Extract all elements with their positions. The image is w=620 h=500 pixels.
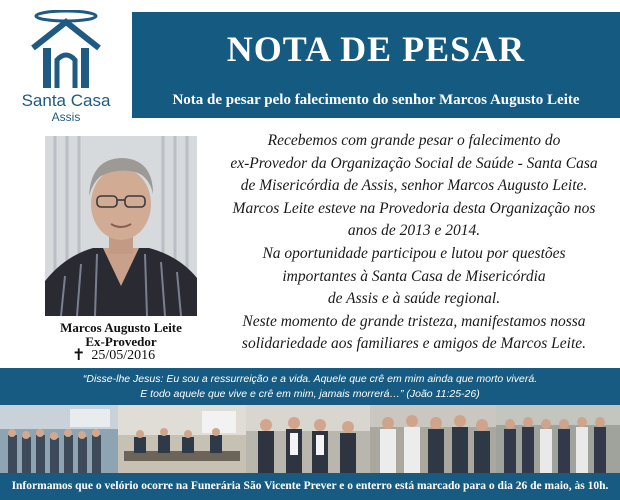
message-line: solidariedade aos familiares e amigos de Marcos Leite.	[241, 335, 587, 353]
event-photo	[118, 405, 246, 473]
latin-cross-icon: ✝	[72, 347, 86, 364]
page-subtitle: Nota de pesar pelo falecimento do senhor Marcos Augusto Leite	[172, 92, 580, 108]
event-photo	[496, 405, 620, 473]
portrait-photo	[45, 136, 197, 316]
event-photo	[246, 405, 370, 473]
condolence-message	[218, 130, 610, 356]
church-house-logo-icon	[27, 10, 105, 92]
quote-line-1: “Disse-lhe Jesus: Eu sou a ressurreição e a vida. Aquele que crê em mim ainda que morto viverá.	[82, 373, 538, 385]
message-line: de Misericórdia de Assis, senhor Marcos Augusto Leite.	[240, 177, 588, 195]
funeral-info: Informamos que o velório ocorre na Funerária São Vicente Prever e o enterro está marcado para o dia 26 de maio, às 10h.	[11, 480, 609, 492]
person-name: Marcos Augusto Leite	[60, 320, 182, 335]
event-photo	[370, 405, 496, 473]
person-date-row	[72, 347, 155, 365]
photo-strip	[0, 405, 620, 473]
page-title: NOTA DE PESAR	[226, 29, 526, 69]
event-photo	[0, 405, 118, 473]
header-band	[132, 12, 620, 118]
logo-name: Santa Casa	[21, 91, 111, 110]
message-line: Recebemos com grande pesar o falecimento do	[267, 132, 561, 149]
santa-casa-logo	[0, 0, 132, 130]
footer-band	[0, 473, 620, 500]
message-line: de Assis e à saúde regional.	[327, 290, 501, 308]
quote-line-2: E todo aquele que vive e crê em mim, jamais morrerá…” (João 11:25-26)	[140, 388, 480, 400]
message-line: Neste momento de grande tristeza, manifestamos nossa	[242, 312, 586, 330]
message-line: importantes à Santa Casa de Misericórdia	[282, 267, 546, 285]
logo-city: Assis	[51, 110, 81, 124]
person-role: Ex-Provedor	[85, 334, 157, 349]
bible-quote-band	[0, 368, 620, 405]
message-line: ex-Provedor da Organização Social de Saúde - Santa Casa	[230, 154, 598, 172]
message-line: Na oportunidade participou e lutou por questões	[262, 244, 566, 262]
person-date: 25/05/2016	[91, 348, 156, 363]
message-line: anos de 2013 e 2014.	[347, 222, 481, 240]
message-line: Marcos Leite esteve na Provedoria desta Organização nos	[232, 199, 596, 217]
